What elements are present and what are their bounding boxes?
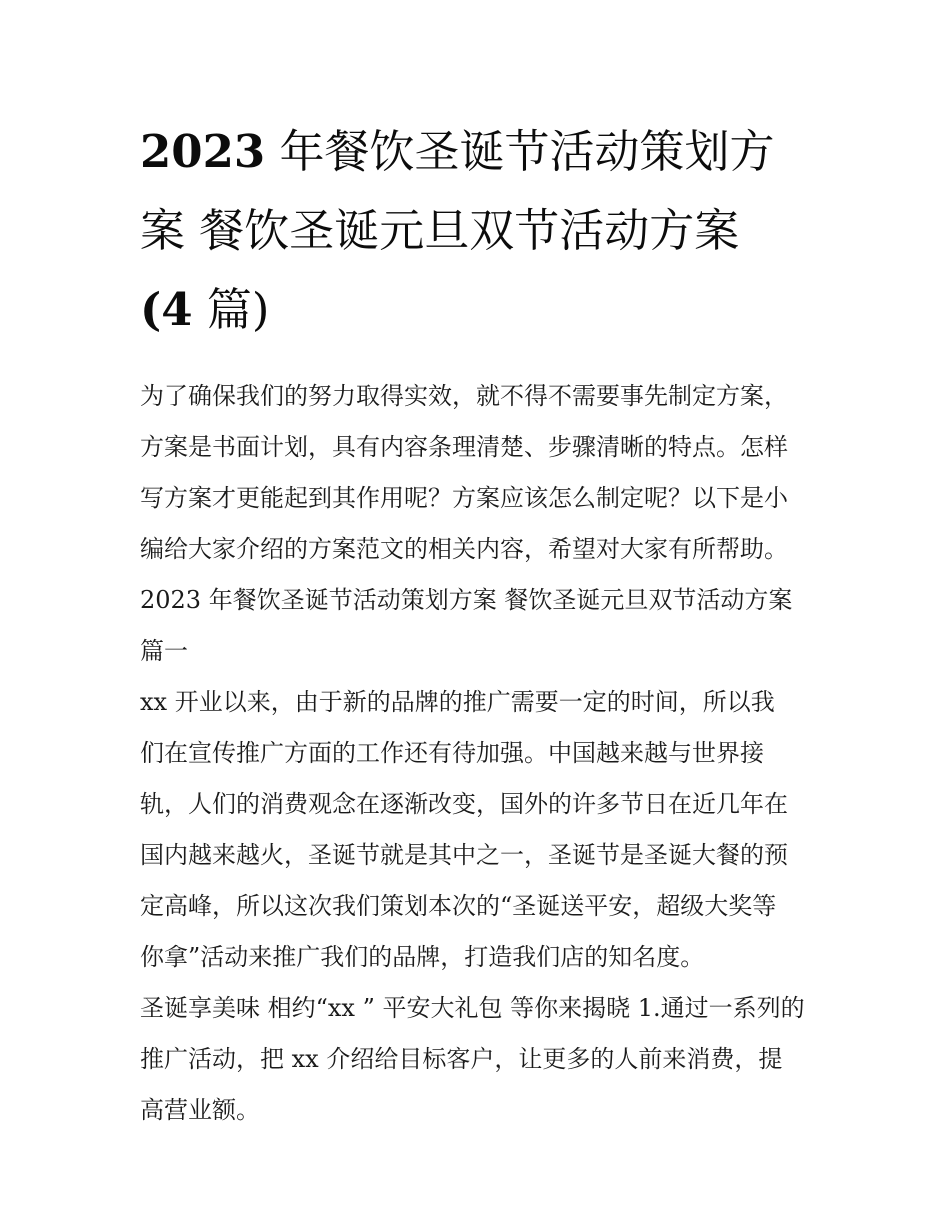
body-line: 你拿”活动来推广我们的品牌，打造我们店的知名度。 xyxy=(140,943,705,971)
intro-line: 方案是书面计划，具有内容条理清楚、步骤清晰的特点。怎样 xyxy=(140,433,788,461)
slogan-line: 推广活动，把 xx 介绍给目标客户，让更多的人前来消费，提 xyxy=(140,1045,783,1073)
title-count-rest: 篇) xyxy=(192,283,270,336)
title-line-3 xyxy=(140,270,814,349)
title-line-2: 案 餐饮圣诞元旦双节活动方案 xyxy=(140,204,740,257)
body-line: 轨，人们的消费观念在逐渐改变，国外的许多节日在近几年在 xyxy=(140,790,788,818)
intro-line: 编给大家介绍的方案范文的相关内容，希望对大家有所帮助。 xyxy=(140,535,788,563)
title-line-1 xyxy=(140,112,814,191)
body-line: 们在宣传推广方面的工作还有待加强。中国越来越与世界接 xyxy=(140,739,764,767)
section-heading xyxy=(140,575,814,677)
section-heading-line: 篇一 xyxy=(140,637,188,665)
title-year: 2023 xyxy=(140,125,266,178)
slogan-line: 圣诞享美味 相约“xx ” 平安大礼包 等你来揭晓 1.通过一系列的 xyxy=(140,994,805,1022)
slogan-line: 高营业额。 xyxy=(140,1096,260,1124)
body-paragraph xyxy=(140,677,814,983)
body-line: 国内越来越火，圣诞节就是其中之一，圣诞节是圣诞大餐的预 xyxy=(140,841,788,869)
intro-line: 写方案才更能起到其作用呢？方案应该怎么制定呢？以下是小 xyxy=(140,484,788,512)
intro-line: 为了确保我们的努力取得实效，就不得不需要事先制定方案， xyxy=(140,382,788,410)
title-count: (4 xyxy=(140,283,193,336)
document-title xyxy=(140,112,814,349)
body-line: xx 开业以来，由于新的品牌的推广需要一定的时间，所以我 xyxy=(140,688,775,716)
intro-paragraph xyxy=(140,371,814,575)
body-line: 定高峰，所以这次我们策划本次的“圣诞送平安，超级大奖等 xyxy=(140,892,777,920)
slogan-paragraph xyxy=(140,983,814,1136)
title-line-1-rest: 年餐饮圣诞节活动策划方 xyxy=(265,125,775,178)
section-heading-line: 2023 年餐饮圣诞节活动策划方案 餐饮圣诞元旦双节活动方案 xyxy=(140,586,793,614)
